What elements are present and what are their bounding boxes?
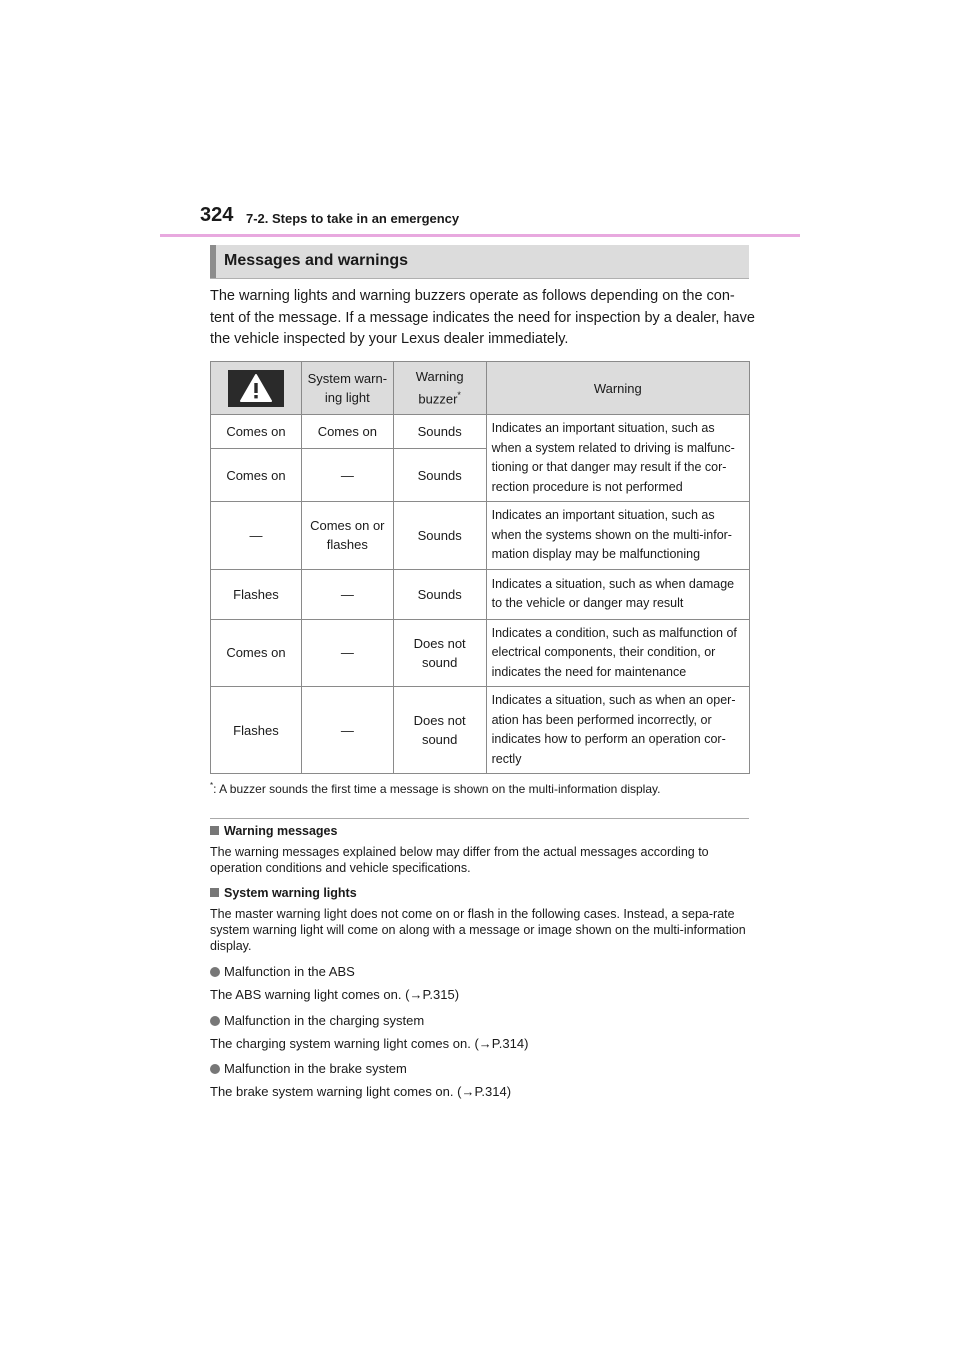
system-lights-text: The master warning light does not come on or flash in the following cases. Instead, a sepa-rate system warning light will come on along with a message or image shown on the multi-information display. <box>210 907 746 953</box>
warning-messages-heading: Warning messages <box>210 824 755 838</box>
system-light-header: System warn-ing light <box>301 362 393 415</box>
warning-messages-text: The warning messages explained below may differ from the actual messages according to operation conditions and vehicle specifications. <box>210 845 709 875</box>
malfunction-text: The ABS warning light comes on. (→P.315) <box>210 987 460 1002</box>
malfunction-charging <box>210 1011 755 1054</box>
malfunction-abs <box>210 962 755 1005</box>
master-warning-header <box>211 362 302 415</box>
page-header <box>160 200 800 237</box>
malfunction-text: The brake system warning light comes on. (→P.314) <box>210 1084 512 1099</box>
malfunction-title: Malfunction in the brake system <box>210 1059 755 1079</box>
master-warning-icon <box>228 370 284 407</box>
system-lights-heading: System warning lights <box>210 886 755 900</box>
table-header-row <box>211 362 750 415</box>
section-banner <box>210 245 749 279</box>
intro-paragraph: The warning lights and warning buzzers operate as follows depending on the con-tent of the message. If a message indicates the need for inspection by a dealer, have the vehicle inspected by your Lexus dealer immediately. <box>210 288 755 347</box>
circle-bullet-icon <box>210 967 220 977</box>
square-bullet-icon <box>210 888 219 897</box>
page-number: 324 <box>200 204 234 226</box>
section-title: Messages and warnings <box>224 252 409 269</box>
divider <box>210 818 749 819</box>
circle-bullet-icon <box>210 1016 220 1026</box>
warning-table <box>210 361 750 774</box>
page-ref-link[interactable]: →P.315 <box>409 987 455 1002</box>
system-lights-block <box>210 886 755 954</box>
table-row: Comes on Comes on Sounds Indicates an important situation, such as when a system related to driving is malfunc-tioning or that danger may result if the cor-rection procedure is not performed <box>211 415 750 449</box>
table-footnote: *: A buzzer sounds the first time a message is shown on the multi-information display. <box>210 781 661 796</box>
circle-bullet-icon <box>210 1064 220 1074</box>
table-row: — Comes on or flashes Sounds Indicates an important situation, such as when the systems shown on the multi-infor-mation display may be malfunctioning <box>211 502 750 570</box>
table-row: Comes on — Does not sound Indicates a condition, such as malfunction of electrical components, their condition, or indicates the need for maintenance <box>211 619 750 687</box>
square-bullet-icon <box>210 826 219 835</box>
merged-warning-cell: Indicates an important situation, such as when a system related to driving is malfunc-tioning or that danger may result if the cor-rection procedure is not performed <box>486 415 749 502</box>
malfunction-title: Malfunction in the charging system <box>210 1011 755 1031</box>
header-section-title: 7-2. Steps to take in an emergency <box>246 211 460 226</box>
table-row: Comes on — Sounds <box>211 449 750 502</box>
malfunction-title: Malfunction in the ABS <box>210 962 755 982</box>
malfunction-brake <box>210 1059 755 1102</box>
page-ref-link[interactable]: →P.314 <box>461 1084 507 1099</box>
buzzer-header: Warning buzzer* <box>393 362 486 415</box>
warning-messages-block <box>210 824 755 876</box>
banner-accent-bar <box>210 245 216 278</box>
table-row: Flashes — Does not sound Indicates a situation, such as when an oper-ation has been performed incorrectly, or indicates how to perform an operation cor-rectly <box>211 687 750 774</box>
page-ref-link[interactable]: →P.314 <box>478 1036 525 1051</box>
malfunction-text: The charging system warning light comes on. (→P.314) <box>210 1036 529 1051</box>
table-row: Flashes — Sounds Indicates a situation, such as when damage to the vehicle or danger may result <box>211 569 750 619</box>
warning-header: Warning <box>486 362 749 415</box>
